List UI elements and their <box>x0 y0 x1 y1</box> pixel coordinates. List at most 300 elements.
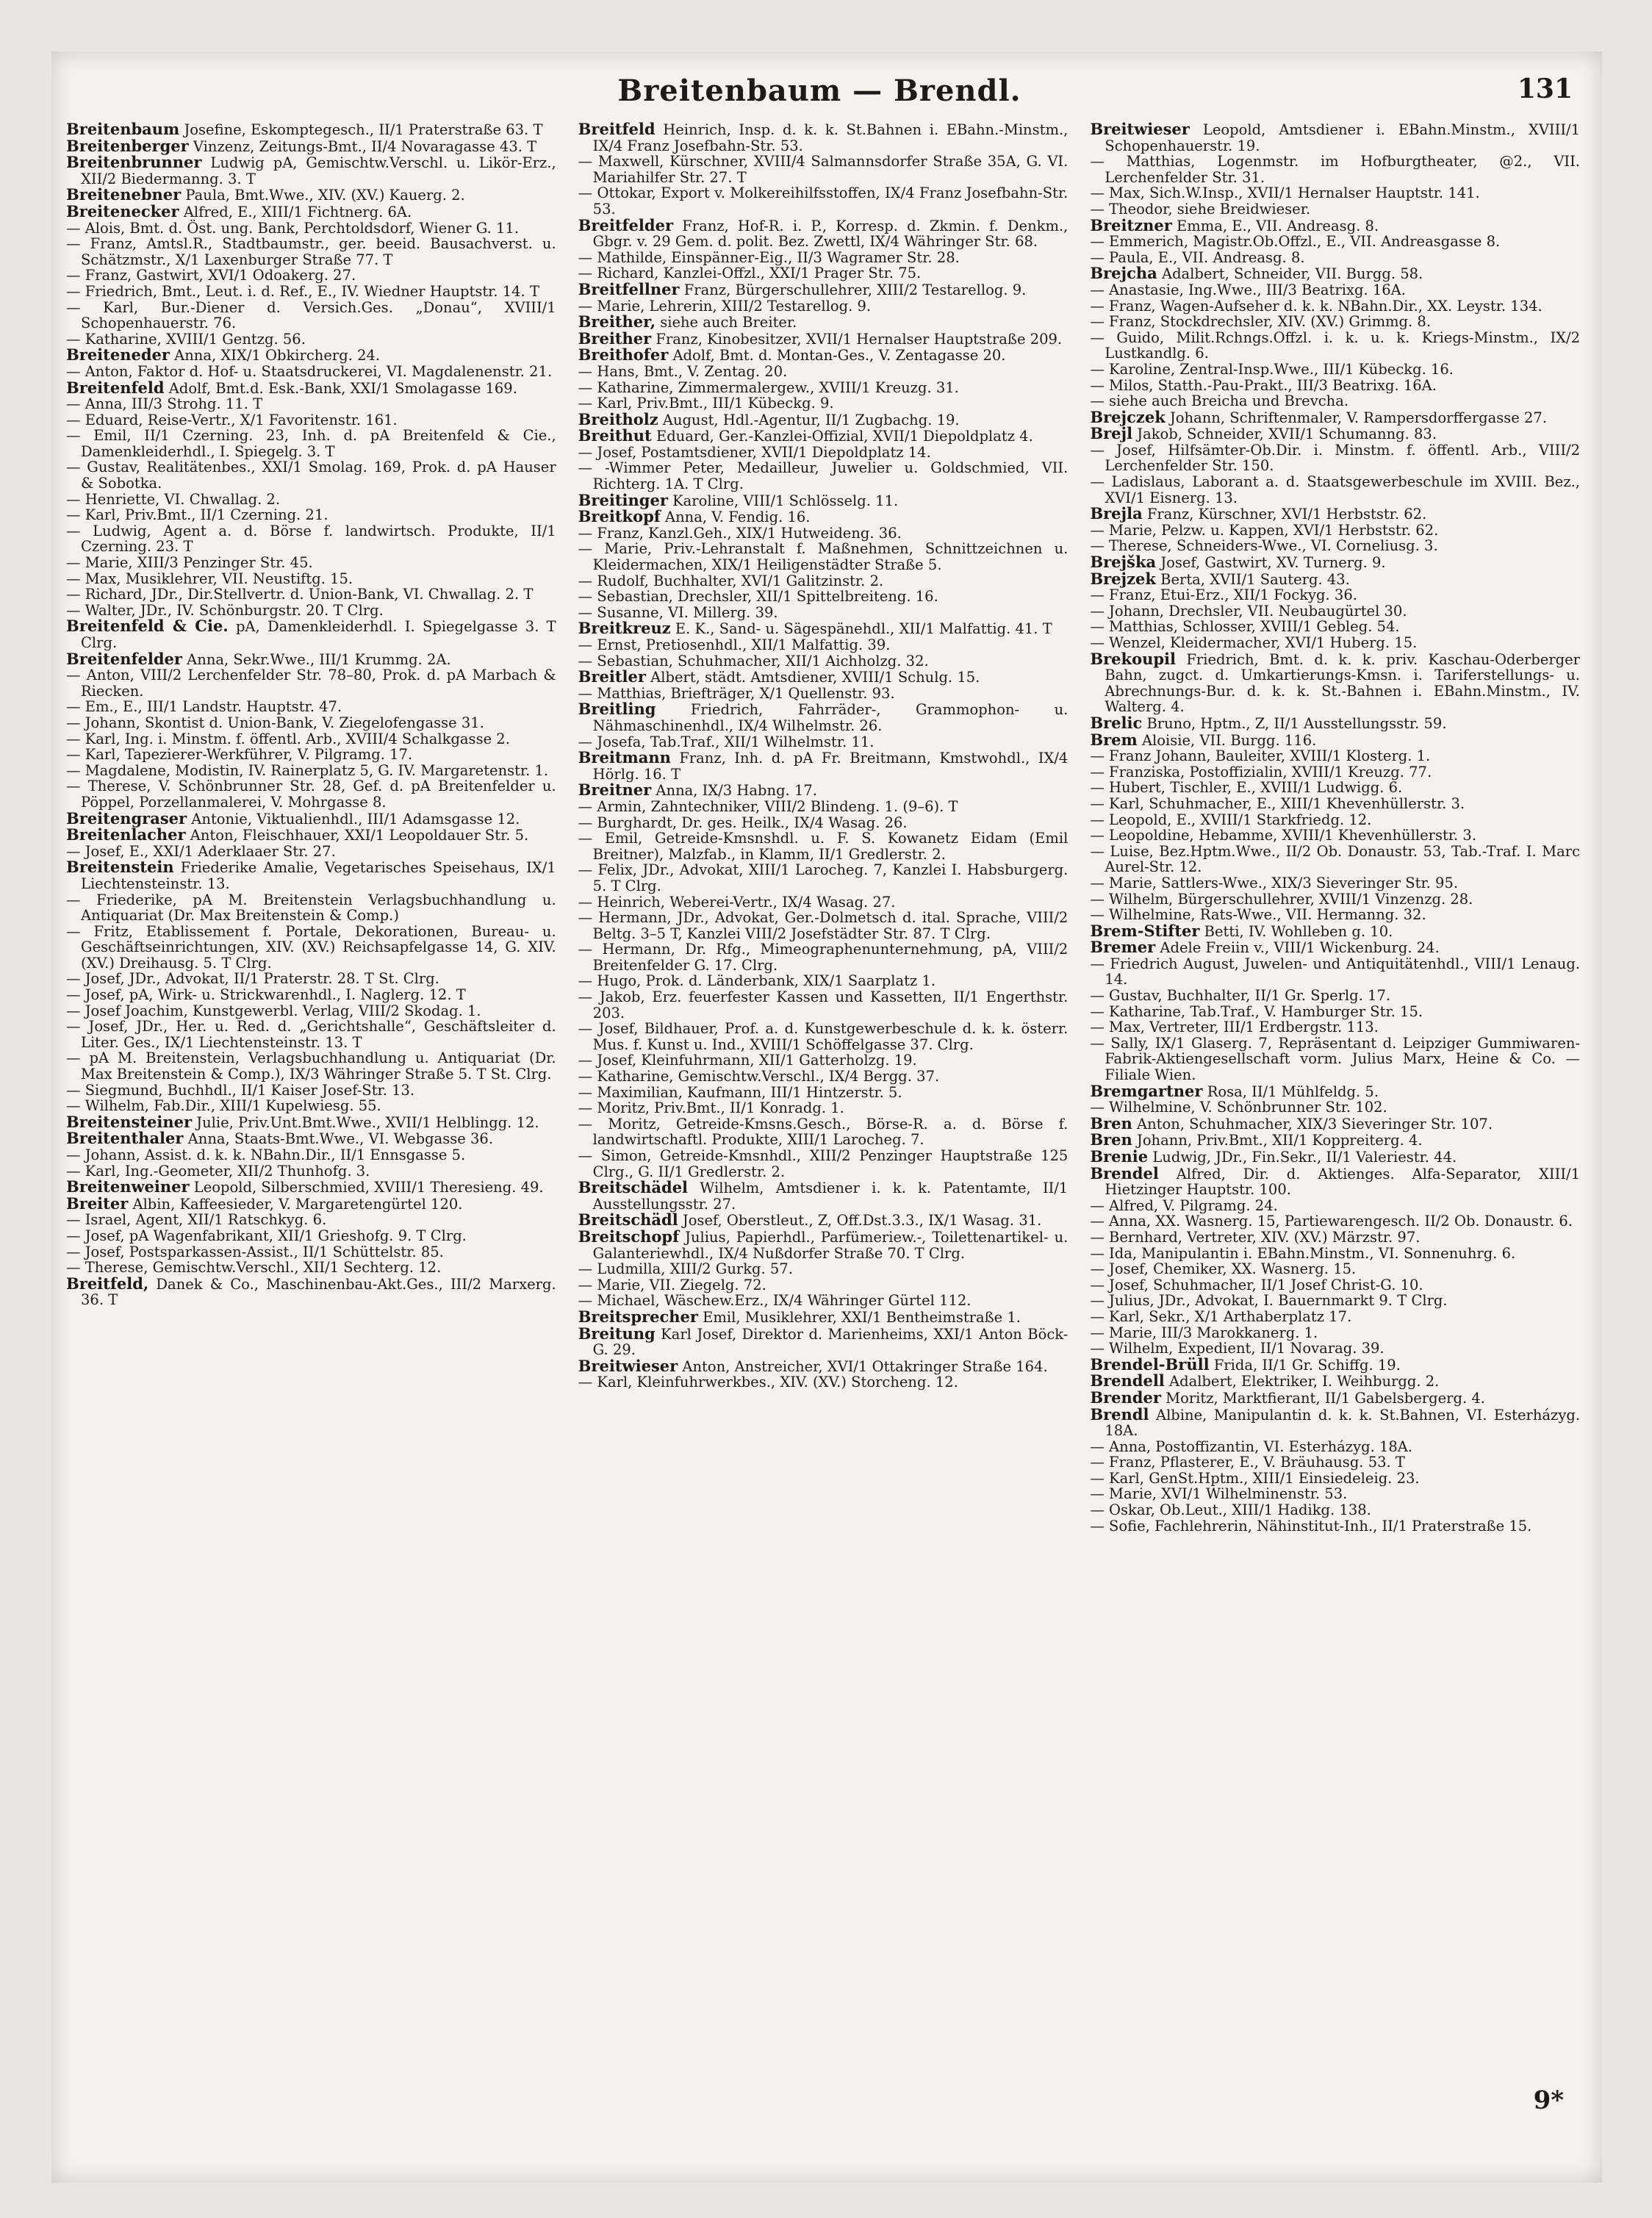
entry-details: Aloisie, VII. Burgg. 116. <box>1141 731 1317 749</box>
directory-entry <box>66 1083 556 1099</box>
entry-details: Leopold, E., XVIII/1 Starkfriedg. 12. <box>1109 811 1372 828</box>
directory-entry <box>1090 812 1580 828</box>
directory-entry <box>66 523 556 555</box>
directory-entry <box>1090 603 1580 620</box>
entry-details: Karl, GenSt.Hptm., XIII/1 Einsiedeleig. 23. <box>1109 1469 1420 1487</box>
entry-details: Josef, Kleinfuhrmann, XII/1 Gatterholzg. 19. <box>597 1052 917 1069</box>
entry-details: Marie, Pelzw. u. Kappen, XVI/1 Herbststr. 62. <box>1109 521 1439 539</box>
entry-details: Katharine, Gemischtw.Verschl., IX/4 Bergg. 37. <box>597 1068 940 1085</box>
entry-details: Walter, JDr., IV. Schönburgstr. 20. T Clrg. <box>85 601 384 619</box>
entry-details: Julius, Papierhdl., Parfümeriew.-, Toilettenartikel- u. Galanteriewhdl., IX/4 Nußdorfer Straße 70. T Clrg. <box>592 1228 1069 1262</box>
entry-details: Marie, Lehrerin, XIII/2 Testarellog. 9. <box>597 297 872 315</box>
directory-entry <box>66 987 556 1003</box>
directory-entry <box>1090 121 1580 154</box>
directory-entry <box>66 586 556 603</box>
entry-details: Franz, Stockdrechsler, XIV. (XV.) Grimmg. 8. <box>1109 313 1432 331</box>
entry-details: Friedrich, Bmt. d. k. k. priv. Kaschau-Oderberger Bahn, zugct. d. Umkartierungs-Kmsn. i. Tariferstellungs- u. Abrechnungs-Bur. d. k. k. St.-Bahnen i. EBahn.Minstm., IV. Walterg. 4. <box>1105 650 1581 716</box>
directory-entry <box>1090 635 1580 651</box>
directory-entry <box>578 620 1069 637</box>
directory-entry <box>66 284 556 300</box>
entry-details: Karoline, VIII/1 Schlösselg. 11. <box>672 492 899 509</box>
directory-entry <box>1090 651 1580 715</box>
directory-entry <box>66 236 556 268</box>
entry-details: Anton, Fleischhauer, XXI/1 Leopoldauer Str. 5. <box>190 827 529 844</box>
entry-details: Franz, Kürschner, XVI/1 Herbststr. 62. <box>1146 506 1427 523</box>
directory-column-1 <box>66 121 556 2120</box>
entry-details: Richard, Kanzlei-Offzl., XXI/1 Prager Str. 75. <box>597 265 922 282</box>
directory-entry <box>66 507 556 523</box>
entry-surname: Brelic <box>1090 713 1143 732</box>
entry-details: Franz, Pflasterer, E., V. Bräuhausg. 53. T <box>1109 1454 1405 1471</box>
entry-surname: Breitenfelder <box>66 649 182 668</box>
directory-entry <box>578 1374 1069 1390</box>
directory-entry <box>578 701 1069 733</box>
directory-entry <box>66 1196 556 1213</box>
directory-entry <box>1090 923 1580 940</box>
entry-details: Rosa, II/1 Mühlfeldg. 5. <box>1207 1083 1379 1100</box>
running-title: Breitenbaum — Brendl. <box>617 73 1021 108</box>
directory-entry <box>578 250 1069 266</box>
entry-details: Max, Vertreter, III/1 Erdbergstr. 113. <box>1109 1019 1379 1036</box>
directory-entry <box>66 731 556 747</box>
directory-entry <box>1090 1404 1581 1440</box>
directory-entry <box>1090 1213 1580 1230</box>
entry-surname: Breither <box>578 329 652 348</box>
directory-entry <box>578 265 1069 281</box>
page-header <box>66 73 1573 118</box>
directory-entry <box>1090 1325 1580 1341</box>
entry-details: Fritz, Etablissement f. Portale, Dekorationen, Bureau- u. Geschäftseinrichtungen, XIV. (XV.) Reichsapfelgasse 14, G. XIV. (XV.) Dreihausg. 5. T Clrg. <box>81 922 556 972</box>
entry-details: Anna, Staats-Bmt.Wwe., VI. Webgasse 36. <box>187 1130 494 1148</box>
entry-details: Adolf, Bmt.d. Esk.-Bank, XXI/1 Smolagasse 169. <box>168 379 517 397</box>
directory-entry <box>66 971 556 987</box>
directory-columns <box>66 121 1580 2120</box>
directory-entry <box>1090 1149 1580 1166</box>
directory-entry <box>578 1100 1069 1116</box>
directory-entry <box>66 1098 556 1114</box>
directory-entry <box>1090 619 1580 635</box>
entry-details: Franziska, Postoffizialin, XVIII/1 Kreuzg. 77. <box>1109 763 1432 780</box>
directory-entry <box>578 314 1069 331</box>
entry-details: Max, Sich.W.Insp., XVII/1 Hernalser Hauptstr. 141. <box>1109 184 1480 202</box>
directory-entry <box>66 412 556 428</box>
entry-details: Max, Musiklehrer, VII. Neustiftg. 15. <box>85 570 353 587</box>
entry-details: Antonie, Viktualienhdl., III/1 Adamsgasse 12. <box>191 810 520 828</box>
entry-surname: Breitenberger <box>66 136 189 155</box>
directory-entry <box>1090 234 1580 250</box>
entry-details: Katharine, XVIII/1 Gentzg. 56. <box>85 330 306 348</box>
entry-details: Emma, E., VII. Andreasg. 8. <box>1177 217 1379 234</box>
directory-entry <box>578 941 1069 973</box>
entry-surname: Breitling <box>578 700 656 719</box>
directory-entry <box>66 1147 556 1163</box>
directory-entry <box>66 747 556 763</box>
directory-entry <box>578 1180 1069 1212</box>
entry-details: Franz, Gastwirt, XVI/1 Odoakerg. 27. <box>85 267 356 284</box>
directory-entry <box>66 1130 556 1147</box>
entry-details: Sofie, Fachlehrerin, Nähinstitut-Inh., II/1 Praterstraße 15. <box>1109 1517 1532 1535</box>
directory-entry <box>66 121 556 138</box>
entry-details: siehe auch Breicha und Brevcha. <box>1109 392 1349 410</box>
entry-details: Franz, Bürgerschullehrer, XIII/2 Testarellog. 9. <box>683 281 1027 298</box>
entry-details: Friedrich August, Juwelen- und Antiquitätenhdl., VIII/1 Lenaug. 14. <box>1105 955 1581 988</box>
entry-details: Marie, Sattlers-Wwe., XIX/3 Sieveringer Str. 95. <box>1109 874 1459 891</box>
entry-details: Karoline, Zentral-Insp.Wwe., III/1 Kübeckg. 16. <box>1109 360 1454 378</box>
entry-details: Marie, III/3 Marokkanerg. 1. <box>1109 1324 1318 1341</box>
entry-details: Heinrich, Weberei-Vertr., IX/4 Wasag. 27. <box>597 893 896 911</box>
entry-details: Katharine, Tab.Traf., V. Hamburger Str. 15. <box>1109 1002 1423 1020</box>
directory-entry <box>1090 748 1580 764</box>
entry-details: Ernst, Pretiosenhdl., XII/1 Malfattig. 39. <box>597 636 891 653</box>
directory-entry <box>1090 828 1580 844</box>
directory-entry <box>578 573 1069 589</box>
entry-surname: Brendel <box>1090 1163 1159 1182</box>
directory-entry <box>66 347 556 364</box>
entry-details: Matthias, Briefträger, X/1 Quellenstr. 93. <box>597 684 895 702</box>
entry-details: Josef, Postamtsdiener, XVII/1 Diepoldplatz 14. <box>597 443 931 461</box>
entry-details: Maxwell, Kürschner, XVIII/4 Salmannsdorfer Straße 35A, G. VI. Mariahilfer Str. 27. T <box>592 153 1069 186</box>
directory-entry <box>66 571 556 587</box>
entry-surname: Brejczek <box>1090 407 1166 426</box>
entry-surname: Brejcha <box>1090 264 1157 283</box>
directory-entry <box>66 827 556 844</box>
entry-details: Franz, Etui-Erz., XII/1 Fockyg. 36. <box>1109 586 1357 604</box>
directory-entry <box>66 715 556 731</box>
entry-surname: Breitsprecher <box>578 1307 698 1326</box>
directory-entry <box>578 364 1069 380</box>
entry-details: Karl, Priv.Bmt., III/1 Kübeckg. 9. <box>597 395 834 412</box>
directory-entry <box>578 686 1069 702</box>
directory-entry <box>1090 875 1580 891</box>
entry-details: Anna, XX. Wasnerg. 15, Partiewarengesch. II/2 Ob. Donaustr. 6. <box>1109 1213 1573 1230</box>
entry-details: Karl, Ing. i. Minstm. f. öffentl. Arb., XVIII/4 Schalkgasse 2. <box>85 730 510 747</box>
directory-entry <box>578 331 1069 348</box>
entry-details: Karl, Schuhmacher, E., XIII/1 Khevenhüllerstr. 3. <box>1109 794 1465 812</box>
directory-entry <box>1090 1132 1580 1149</box>
directory-entry <box>578 154 1069 185</box>
entry-details: E. K., Sand- u. Sägespänehdl., XII/1 Malfattig. 41. T <box>675 620 1052 638</box>
entry-surname: Breitkopf <box>578 507 661 526</box>
directory-entry <box>578 973 1069 989</box>
directory-entry <box>66 1163 556 1180</box>
entry-details: Ludwig, Agent a. d. Börse f. landwirtsch. Produkte, II/1 Czerning. 23. T <box>81 522 556 556</box>
directory-entry <box>66 859 556 891</box>
entry-details: Sally, IX/1 Glaserg. 7, Repräsentant d. Leipziger Gummiwaren-Fabrik-Aktiengesellschaft vorm. Julius Marx, Heine & Co. — Filiale Wien. <box>1105 1034 1581 1084</box>
directory-entry <box>578 185 1069 217</box>
directory-entry <box>1090 298 1580 315</box>
entry-details: Siegmund, Buchhdl., II/1 Kaiser Josef-Str. 13. <box>85 1081 415 1099</box>
directory-entry <box>1090 587 1580 603</box>
entry-details: Gustav, Buchhalter, II/1 Gr. Sperlg. 17. <box>1109 987 1391 1005</box>
entry-details: Albin, Kaffeesieder, V. Margaretengürtel 120. <box>132 1195 463 1213</box>
entry-details: Ludmilla, XIII/2 Gurkg. 57. <box>597 1260 793 1278</box>
directory-entry <box>66 555 556 571</box>
entry-details: Anna, IX/3 Habng. 17. <box>656 782 817 800</box>
entry-details: Leopold, Amtsdiener i. EBahn.Minstm., XVIII/1 Schopenhauerstr. 19. <box>1105 121 1581 154</box>
directory-entry <box>1090 1019 1580 1036</box>
entry-details: Moritz, Marktfierant, II/1 Gabelsbergerg. 4. <box>1166 1389 1485 1407</box>
entry-surname: Brender <box>1090 1388 1161 1407</box>
directory-entry <box>578 445 1069 461</box>
entry-details: Hubert, Tischler, E., XVIII/1 Ludwigg. 6. <box>1109 779 1403 797</box>
directory-entry <box>1090 474 1580 506</box>
entry-details: Emil, Musiklehrer, XXI/1 Bentheimstraße 1. <box>703 1308 1021 1326</box>
entry-details: Josef, Hilfsämter-Ob.Dir. i. Minstm. f. öffentl. Arb., VIII/2 Lerchenfelder Str. 150. <box>1105 441 1581 475</box>
entry-details: Anna, XIX/1 Obkircherg. 24. <box>174 347 381 365</box>
entry-surname: Breitler <box>578 667 646 686</box>
entry-details: Michael, Wäschew.Erz., IX/4 Währinger Gürtel 112. <box>597 1292 972 1310</box>
entry-details: Ladislaus, Laborant a. d. Staatsgewerbeschule im XVIII. Bez., XVI/1 Eisnerg. 13. <box>1105 473 1581 506</box>
directory-entry <box>66 492 556 508</box>
entry-surname: Breitenbrunner <box>66 153 202 172</box>
directory-entry <box>66 1228 556 1244</box>
signature-mark: 9* <box>1533 2086 1564 2115</box>
entry-details: Israel, Agent, XII/1 Ratschkyg. 6. <box>85 1211 327 1229</box>
entry-details: Johann, Assist. d. k. k. NBahn.Dir., II/1 Ennsgasse 5. <box>85 1146 466 1163</box>
directory-entry <box>1090 393 1580 409</box>
entry-details: Danek & Co., Maschinenbau-Akt.Ges., III/2 Marxerg. 36. T <box>81 1275 556 1309</box>
directory-entry <box>1090 1454 1580 1471</box>
directory-entry <box>578 380 1069 396</box>
directory-entry <box>1090 201 1580 218</box>
entry-details: Josef Joachim, Kunstgewerbl. Verlag, VIII/2 Skodag. 1. <box>85 1002 481 1019</box>
entry-details: Milos, Statth.-Pau-Prakt., III/3 Beatrixg. 16A. <box>1109 376 1437 394</box>
entry-details: siehe auch Breiter. <box>660 314 797 331</box>
entry-details: Franz, Wagen-Aufseher d. k. k. NBahn.Dir., XX. Leystr. 134. <box>1109 297 1543 315</box>
entry-details: August, Hdl.-Agentur, II/1 Zugbachg. 19. <box>662 411 960 428</box>
entry-details: Leopoldine, Hebamme, XVIII/1 Khevenhüllerstr. 3. <box>1109 827 1477 844</box>
directory-entry <box>578 1052 1069 1069</box>
entry-surname: Brendel-Brüll <box>1090 1354 1210 1374</box>
entry-details: Anna, Postoffizantin, VI. Esterházyg. 18A. <box>1109 1438 1413 1455</box>
directory-entry <box>1090 1163 1581 1199</box>
directory-entry <box>578 815 1069 831</box>
entry-details: Josef, Oberstleut., Z, Off.Dst.3.3., IX/1 Wasag. 31. <box>682 1212 1042 1230</box>
directory-entry <box>578 460 1069 492</box>
directory-entry <box>66 1244 556 1260</box>
directory-entry <box>578 1229 1069 1261</box>
directory-entry <box>66 268 556 284</box>
entry-details: Franz Johann, Bauleiter, XVIII/1 Klosterg. 1. <box>1109 747 1431 765</box>
entry-details: Johann, Priv.Bmt., XII/1 Koppreiterg. 4. <box>1137 1132 1423 1149</box>
directory-entry <box>66 924 556 972</box>
directory-entry <box>1090 956 1580 988</box>
entry-surname: Breitschädel <box>578 1178 689 1197</box>
directory-entry <box>66 428 556 459</box>
entry-details: Magdalene, Modistin, IV. Rainerplatz 5, G. IV. Margaretenstr. 1. <box>85 761 549 779</box>
directory-entry <box>1090 538 1580 554</box>
entry-details: Friedrich, Fahrräder-, Grammophon- u. Nähmaschinenhdl., IX/4 Wilhelmstr. 26. <box>592 701 1069 734</box>
directory-entry <box>66 459 556 491</box>
directory-entry <box>1090 1230 1580 1246</box>
directory-entry <box>578 395 1069 412</box>
entry-details: -Wimmer Peter, Medailleur, Juwelier u. Goldschmied, VII. Richterg. 1A. T Clrg. <box>592 459 1069 493</box>
directory-entry <box>66 220 556 237</box>
entry-details: Josef, JDr., Her. u. Red. d. „Gerichtshalle“, Geschäftsleiter d. Liter. Ges., IX/1 Liechtensteinstr. 13. T <box>81 1018 556 1051</box>
directory-entry <box>578 281 1069 298</box>
directory-entry <box>1090 907 1580 923</box>
directory-entry <box>66 1003 556 1019</box>
directory-entry <box>578 1116 1069 1148</box>
directory-entry <box>1090 715 1580 732</box>
entry-details: Hans, Bmt., V. Zentag. 20. <box>597 362 788 380</box>
entry-details: Marie, XVI/1 Wilhelminenstr. 53. <box>1109 1485 1348 1503</box>
entry-details: Armin, Zahntechniker, VIII/2 Blindeng. 1. (9–6). T <box>597 797 958 815</box>
entry-details: Oskar, Ob.Leut., XIII/1 Hadikg. 138. <box>1109 1501 1371 1519</box>
directory-entry <box>1090 1246 1580 1262</box>
entry-details: Josef, Bildhauer, Prof. a. d. Kunstgewerbeschule d. k. k. österr. Mus. f. Kunst u. Ind., XVIII/1 Schöffelgasse 37. Clrg. <box>592 1020 1069 1053</box>
directory-entry <box>578 637 1069 653</box>
directory-entry <box>66 1179 556 1196</box>
directory-entry <box>578 799 1069 815</box>
directory-entry <box>1090 1390 1580 1407</box>
directory-entry <box>578 862 1069 894</box>
entry-details: Anna, Sekr.Wwe., III/1 Krummg. 2A. <box>187 650 451 668</box>
entry-surname: Breitenecker <box>66 201 179 220</box>
entry-details: Anton, Faktor d. Hof- u. Staatsdruckerei, VI. Magdalenenstr. 21. <box>85 362 553 380</box>
entry-surname: Breitenebner <box>66 185 182 204</box>
entry-details: Adalbert, Schneider, VII. Burgg. 58. <box>1161 265 1423 283</box>
directory-entry <box>1090 1099 1580 1116</box>
entry-details: Josef, Chemiker, XX. Wasnerg. 15. <box>1109 1260 1357 1278</box>
directory-entry <box>66 618 556 650</box>
directory-entry <box>66 1050 556 1082</box>
entry-details: Jakob, Erz. feuerfester Kassen und Kassetten, II/1 Engerthstr. 203. <box>592 988 1069 1022</box>
directory-entry <box>578 409 1069 428</box>
directory-entry <box>66 187 556 204</box>
entry-details: Adolf, Bmt. d. Montan-Ges., V. Zentagasse 20. <box>672 347 1006 365</box>
entry-surname: Brejla <box>1090 504 1143 523</box>
entry-details: Hermann, Dr. Rfg., Mimeographenunternehmung, pA, VIII/2 Breitenfelder G. 17. Clrg. <box>592 941 1069 974</box>
entry-details: Mathilde, Einspänner-Eig., II/3 Wagramer Str. 28. <box>597 248 960 266</box>
entry-details: Ludwig, JDr., Fin.Sekr., II/1 Valeriestr. 44. <box>1152 1149 1457 1166</box>
directory-entry <box>1090 1471 1580 1487</box>
entry-surname: Breitengraser <box>66 808 187 828</box>
directory-entry <box>66 396 556 412</box>
entry-details: Sebastian, Drechsler, XII/1 Spittelbreiteng. 16. <box>597 588 938 606</box>
entry-details: Johann, Drechsler, VII. Neubaugürtel 30. <box>1109 602 1407 620</box>
directory-entry <box>578 989 1069 1021</box>
directory-entry <box>578 347 1069 364</box>
entry-details: Bernhard, Vertreter, XIV. (XV.) Märzstr. 97. <box>1109 1228 1421 1246</box>
entry-details: Johann, Schriftenmaler, V. Rampersdorffergasse 27. <box>1169 409 1548 426</box>
entry-details: Wilhelm, Expedient, II/1 Novarag. 39. <box>1109 1340 1385 1357</box>
directory-entry <box>1090 250 1580 266</box>
directory-entry <box>1090 185 1580 201</box>
directory-entry <box>1090 1277 1580 1293</box>
entry-surname: Breitfellner <box>578 279 680 298</box>
entry-details: Josef, Schuhmacher, II/1 Josef Christ-G. 10. <box>1109 1276 1423 1293</box>
entry-details: Franz, Kanzl.Geh., XIX/1 Hutweideng. 36. <box>597 524 902 542</box>
entry-details: Ludwig pA, Gemischtw.Verschl. u. Likör-Erz., XII/2 Biedermanng. 3. T <box>81 154 556 187</box>
directory-entry <box>578 910 1069 941</box>
entry-details: Karl, Bur.-Diener d. Versich.Ges. „Donau“, XVIII/1 Schopenhauerstr. 76. <box>81 298 556 332</box>
entry-details: Therese, Schneiders-Wwe., VI. Corneliusg. 3. <box>1109 537 1438 555</box>
directory-entry <box>578 509 1069 525</box>
directory-entry <box>1090 1439 1580 1455</box>
entry-details: Josef, Gastwirt, XV. Turnerg. 9. <box>1160 554 1386 572</box>
directory-entry <box>66 844 556 860</box>
entry-surname: Breitung <box>578 1324 656 1343</box>
directory-entry <box>578 298 1069 315</box>
directory-entry <box>578 525 1069 542</box>
entry-details: Anna, III/3 Strohg. 11. T <box>85 395 263 413</box>
directory-entry <box>66 667 556 699</box>
entry-details: Anton, VIII/2 Lerchenfelder Str. 78–80, Prok. d. pA Marbach & Riecken. <box>81 667 556 700</box>
entry-details: Simon, Getreide-Kmsnhdl., XIII/2 Penzinger Hauptstraße 125 Clrg., G. II/1 Gredlerstr. 2. <box>592 1147 1069 1180</box>
entry-details: Em., E., III/1 Landstr. Hauptstr. 47. <box>85 698 342 716</box>
directory-entry <box>1090 314 1580 330</box>
directory-entry <box>578 1309 1069 1326</box>
directory-entry <box>1090 1341 1580 1357</box>
entry-surname: Breitkreuz <box>578 619 671 638</box>
entry-details: Adalbert, Elektriker, I. Weihburgg. 2. <box>1169 1373 1440 1390</box>
entry-surname: Brenie <box>1090 1147 1149 1166</box>
directory-entry <box>1090 732 1580 749</box>
directory-entry <box>66 331 556 348</box>
directory-entry <box>1090 1309 1580 1325</box>
directory-entry <box>578 1021 1069 1052</box>
directory-entry <box>578 541 1069 573</box>
directory-entry <box>66 201 556 220</box>
directory-entry <box>1090 844 1580 875</box>
directory-entry <box>578 215 1069 251</box>
entry-surname: Breitenweiner <box>66 1177 190 1196</box>
directory-entry <box>578 830 1069 862</box>
directory-entry <box>578 1326 1069 1358</box>
entry-details: Moritz, Getreide-Kmsns.Gesch., Börse-R. a. d. Börse f. landwirtschaftl. Produkte, XIII/1 Larocheg. 7. <box>592 1115 1069 1149</box>
entry-details: Friederike, pA M. Breitenstein Verlagsbuchhandlung u. Antiquariat (Dr. Max Breitenstein & Comp.) <box>81 891 556 925</box>
entry-details: Sebastian, Schuhmacher, XII/1 Aichholzg. 32. <box>597 652 929 670</box>
entry-details: Wilhelm, Amtsdiener i. k. k. Patentamte, II/1 Ausstellungsstr. 27. <box>592 1180 1069 1213</box>
entry-details: Karl Josef, Direktor d. Marienheims, XXI/1 Anton Böck-G. 29. <box>592 1325 1069 1359</box>
entry-details: Anton, Schuhmacher, XIX/3 Sieveringer Str. 107. <box>1137 1115 1493 1133</box>
entry-details: Adele Freiin v., VIII/1 Wickenburg. 24. <box>1160 939 1440 957</box>
entry-details: Heinrich, Insp. d. k. k. St.Bahnen i. EBahn.-Minstm., IX/4 Franz Josefbahn-Str. 53. <box>592 121 1069 154</box>
directory-entry <box>1090 554 1580 571</box>
directory-entry <box>1090 282 1580 298</box>
directory-entry <box>1090 330 1580 362</box>
directory-entry <box>1090 1486 1580 1502</box>
directory-entry <box>1090 154 1580 185</box>
entry-details: Betti, IV. Wohlleben g. 10. <box>1204 922 1393 940</box>
entry-details: Johann, Skontist d. Union-Bank, V. Ziegelofengasse 31. <box>85 714 484 731</box>
directory-entry <box>578 589 1069 605</box>
entry-details: Franz, Amtsl.R., Stadtbaumstr., ger. beeid. Bausachverst. u. Schätzmstr., X/1 Laxenburger Straße 77. T <box>81 235 556 268</box>
entry-details: Wilhelmine, Rats-Wwe., VII. Hermanng. 32. <box>1109 906 1426 924</box>
entry-surname: Breitner <box>578 780 652 800</box>
directory-entry <box>66 154 556 187</box>
entry-surname: Breitschädl <box>578 1210 678 1230</box>
entry-surname: Breiteneder <box>66 345 170 365</box>
entry-details: Franz, Kinobesitzer, XVII/1 Hernalser Hauptstraße 209. <box>656 330 1063 348</box>
entry-details: Hermann, JDr., Advokat, Ger.-Dolmetsch d. ital. Sprache, VIII/2 Beltg. 3–5 T, Kanzlei VIII/2 Josefstädter Str. 87. T Clrg. <box>592 909 1069 942</box>
directory-entry <box>578 121 1069 154</box>
entry-details: Theodor, siehe Breidwieser. <box>1109 200 1311 218</box>
entry-surname: Breitenbaum <box>66 121 180 138</box>
entry-surname: Brendl <box>1090 1404 1149 1424</box>
entry-surname: Breitfeld, <box>66 1274 149 1293</box>
entry-details: Katharine, Zimmermalergew., XVIII/1 Kreuzg. 31. <box>597 378 959 396</box>
entry-details: Ottokar, Export v. Molkereihilfsstoffen, IX/4 Franz Josefbahn-Str. 53. <box>592 184 1069 218</box>
directory-entry <box>1090 265 1580 282</box>
entry-details: Josef, JDr., Advokat, II/1 Praterstr. 28. T St. Clrg. <box>85 970 439 988</box>
entry-details: Felix, JDr., Advokat, XIII/1 Larocheg. 7, Kanzlei I. Habsburgerg. 5. T Clrg. <box>592 861 1069 894</box>
entry-details: Vinzenz, Zeitungs-Bmt., II/4 Novaragasse 43. T <box>193 137 537 155</box>
entry-details: Luise, Bez.Hptm.Wwe., II/2 Ob. Donaustr. 53, Tab.-Traf. I. Marc Aurel-Str. 12. <box>1105 842 1581 876</box>
entry-surname: Breitmann <box>578 748 671 767</box>
entry-details: Julie, Priv.Unt.Bmt.Wwe., XVII/1 Helblingg. 12. <box>196 1113 539 1131</box>
